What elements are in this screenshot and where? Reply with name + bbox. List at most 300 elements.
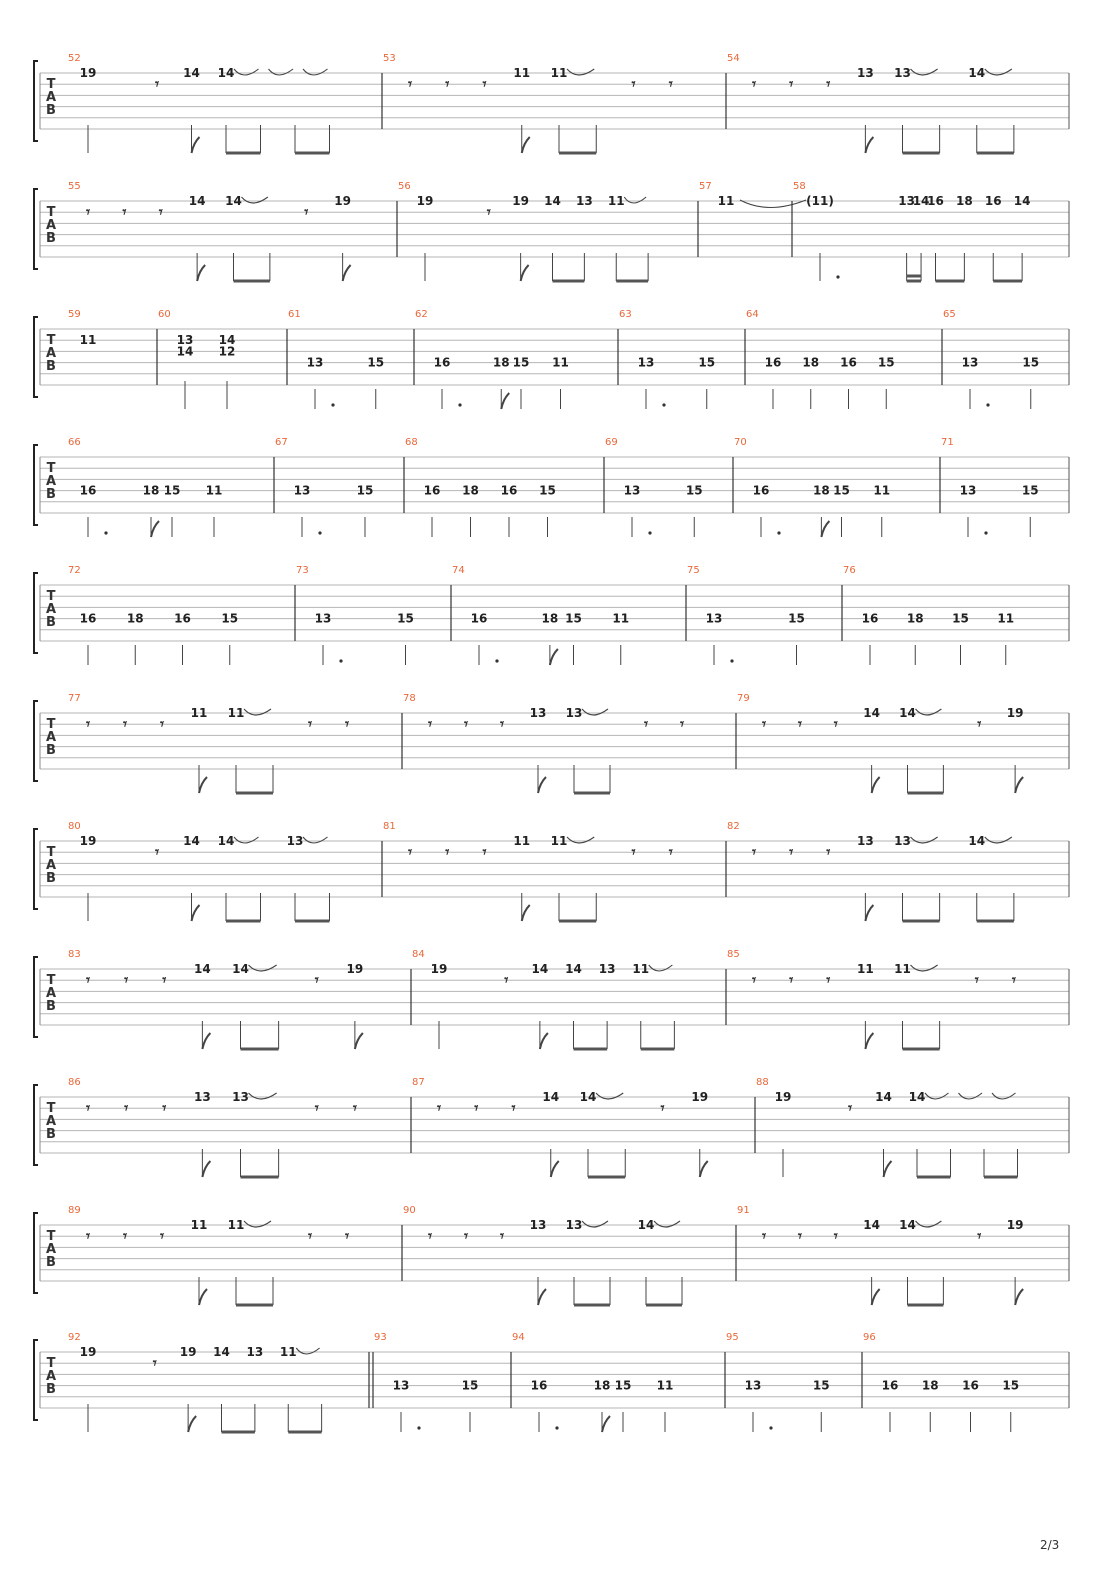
- fret-number: 14: [875, 1090, 892, 1104]
- eighth-rest: 𝄾: [445, 75, 450, 94]
- fret-number: 19: [1006, 706, 1024, 720]
- measure-number: 63: [619, 309, 632, 320]
- fret-number: 16: [174, 611, 191, 626]
- fret-number: 14: [544, 194, 561, 208]
- eighth-flag: [872, 777, 880, 793]
- eighth-rest: 𝄾: [160, 715, 164, 734]
- tab-clef-letter: B: [46, 1382, 56, 1398]
- duration-dot: [339, 659, 342, 662]
- system-bracket: [34, 61, 38, 141]
- fret-number: 16: [79, 611, 97, 626]
- tab-clef-letter: A: [45, 1242, 57, 1258]
- measure-number: 62: [415, 309, 428, 320]
- eighth-rest: 𝄾: [155, 843, 159, 862]
- measure-number: 84: [412, 949, 425, 960]
- eighth-rest: 𝄾: [826, 843, 831, 862]
- fret-number: 13: [293, 483, 311, 498]
- tab-clef-letter: T: [46, 589, 56, 605]
- tie-arc: [303, 837, 328, 843]
- eighth-rest: 𝄾: [123, 1227, 127, 1246]
- measure-number: 59: [68, 309, 81, 320]
- fret-number: 14: [912, 194, 930, 208]
- tie-arc: [911, 965, 938, 971]
- eighth-flag: [521, 265, 529, 281]
- fret-number: 16: [433, 355, 451, 370]
- eighth-rest: 𝄾: [123, 715, 127, 734]
- eighth-flag: [192, 137, 200, 153]
- fret-number: 14: [183, 834, 200, 848]
- system-bracket: [34, 957, 38, 1037]
- tab-clef-letter: T: [46, 461, 56, 477]
- measure-number: 76: [843, 565, 856, 576]
- tie-arc: [234, 69, 259, 75]
- fret-number: 11: [205, 483, 223, 498]
- fret-number: 14: [908, 1090, 926, 1104]
- tab-clef-letter: A: [45, 1114, 57, 1130]
- eighth-rest: 𝄾: [314, 1099, 319, 1118]
- tie-arc: [916, 1221, 942, 1227]
- fret-number: 18: [462, 483, 479, 498]
- tab-clef-letter: B: [46, 743, 56, 759]
- fret-number: 19: [334, 194, 351, 208]
- fret-number: 14: [863, 1218, 880, 1232]
- measure-number: 72: [68, 565, 81, 576]
- eighth-rest: 𝄾: [345, 715, 349, 734]
- fret-number: 13: [961, 355, 979, 370]
- measure-number: 75: [687, 565, 700, 576]
- eighth-rest: 𝄾: [789, 75, 794, 94]
- measure-number: 80: [68, 821, 81, 832]
- measure-number: 96: [863, 1332, 876, 1343]
- fret-number: 19: [1006, 1218, 1024, 1232]
- eighth-flag: [884, 1161, 892, 1177]
- eighth-rest: 𝄾: [86, 715, 90, 734]
- fret-number: 11: [190, 706, 208, 720]
- fret-number: 19: [774, 1090, 792, 1104]
- fret-number: 15: [1002, 1378, 1020, 1393]
- fret-number: 18: [541, 611, 559, 626]
- fret-number: 13: [246, 1345, 264, 1359]
- fret-number: 18: [593, 1378, 611, 1393]
- fret-number: 14: [194, 962, 211, 976]
- fret-number: 14: [176, 344, 194, 359]
- eighth-rest: 𝄾: [428, 1227, 432, 1246]
- tab-clef-letter: A: [45, 986, 57, 1002]
- measure-number: 58: [793, 181, 806, 192]
- measure-number: 66: [68, 437, 81, 448]
- fret-number: 19: [79, 834, 97, 848]
- fret-number: 16: [423, 483, 441, 498]
- tab-clef-letter: A: [45, 218, 57, 234]
- eighth-flag: [202, 1033, 210, 1049]
- fret-number: 18: [921, 1378, 939, 1393]
- fret-number: 13: [392, 1378, 410, 1393]
- eighth-flag: [540, 1033, 548, 1049]
- system-bracket: [34, 573, 38, 653]
- eighth-flag: [188, 1416, 196, 1432]
- fret-number: 19: [346, 962, 364, 976]
- eighth-flag: [538, 1289, 546, 1305]
- tie-arc: [992, 1093, 1016, 1099]
- fret-number: 16: [530, 1378, 548, 1393]
- fret-number: 11: [612, 611, 630, 626]
- fret-number: 19: [79, 66, 97, 80]
- fret-number: 13: [286, 834, 304, 848]
- eighth-rest: 𝄾: [437, 1099, 441, 1118]
- duration-dot: [662, 403, 665, 406]
- system-bracket: [34, 1340, 38, 1420]
- measure-number: 70: [734, 437, 747, 448]
- eighth-flag: [522, 905, 530, 921]
- measure-number: 90: [403, 1205, 416, 1216]
- fret-number: 15: [698, 355, 716, 370]
- measure-number: 61: [288, 309, 301, 320]
- fret-number: 13: [314, 611, 332, 626]
- duration-dot: [769, 1426, 772, 1429]
- fret-number: 14: [899, 1218, 916, 1232]
- duration-dot: [777, 531, 780, 534]
- fret-number: 15: [685, 483, 703, 498]
- fret-number: 18: [126, 611, 144, 626]
- eighth-rest: 𝄾: [752, 843, 756, 862]
- tie-arc: [244, 1221, 271, 1227]
- fret-number: 18: [142, 483, 160, 498]
- tab-clef-letter: T: [46, 77, 56, 93]
- measure-number: 78: [403, 693, 416, 704]
- measure-number: 71: [941, 437, 954, 448]
- eighth-rest: 𝄾: [977, 1227, 982, 1246]
- eighth-rest: 𝄾: [500, 715, 504, 734]
- fret-number: 13: [306, 355, 324, 370]
- fret-number: 15: [833, 483, 850, 498]
- eighth-flag: [355, 1033, 363, 1049]
- eighth-rest: 𝄾: [445, 843, 450, 862]
- page-number: 2/3: [1040, 1538, 1060, 1552]
- eighth-rest: 𝄾: [1011, 971, 1016, 990]
- tab-clef-letter: T: [46, 1101, 56, 1117]
- measure-number: 87: [412, 1077, 425, 1088]
- eighth-rest: 𝄾: [680, 715, 684, 734]
- tab-clef-letter: B: [46, 1127, 56, 1143]
- eighth-flag: [865, 1033, 873, 1049]
- eighth-rest: 𝄾: [752, 75, 756, 94]
- tab-clef-letter: A: [45, 474, 57, 490]
- measure-number: 81: [383, 821, 396, 832]
- eighth-rest: 𝄾: [826, 971, 831, 990]
- eighth-rest: 𝄾: [428, 715, 432, 734]
- duration-dot: [648, 531, 651, 534]
- fret-number: 14: [217, 834, 235, 848]
- fret-number: 14: [213, 1345, 230, 1359]
- eighth-rest: 𝄾: [482, 75, 487, 94]
- eighth-flag: [865, 905, 873, 921]
- tab-clef-letter: T: [46, 205, 56, 221]
- eighth-rest: 𝄾: [86, 203, 90, 222]
- eighth-rest: 𝄾: [408, 75, 412, 94]
- eighth-rest: 𝄾: [408, 843, 412, 862]
- measure-number: 53: [383, 53, 396, 64]
- tab-clef-letter: T: [46, 973, 56, 989]
- fret-number: 13: [637, 355, 655, 370]
- eighth-rest: 𝄾: [660, 1099, 665, 1118]
- fret-number: 16: [752, 483, 770, 498]
- eighth-rest: 𝄾: [500, 1227, 504, 1246]
- system-bracket: [34, 1085, 38, 1165]
- eighth-flag: [197, 265, 205, 281]
- eighth-rest: 𝄾: [789, 971, 794, 990]
- system-bracket: [34, 445, 38, 525]
- fret-number: 11: [279, 1345, 297, 1359]
- tab-clef-letter: B: [46, 615, 56, 631]
- tab-clef-letter: T: [46, 717, 56, 733]
- fret-number: 14: [218, 333, 236, 348]
- fret-number: 19: [179, 1345, 197, 1359]
- duration-dot: [104, 531, 107, 534]
- tie-arc: [654, 1221, 680, 1227]
- tie-arc: [649, 965, 673, 971]
- eighth-flag: [199, 777, 207, 793]
- fret-number: 11: [857, 962, 874, 976]
- fret-number: 19: [416, 194, 434, 208]
- duration-dot: [458, 403, 461, 406]
- eighth-flag: [538, 777, 546, 793]
- tie-arc: [296, 1348, 319, 1354]
- eighth-flag: [1015, 1289, 1023, 1305]
- measure-number: 74: [452, 565, 465, 576]
- eighth-rest: 𝄾: [977, 715, 982, 734]
- tie-arc: [596, 1093, 623, 1099]
- fret-number: 18: [956, 194, 973, 208]
- eighth-rest: 𝄾: [631, 843, 636, 862]
- fret-number: 13: [857, 834, 874, 848]
- eighth-rest: 𝄾: [474, 1099, 479, 1118]
- fret-number: 14: [863, 706, 880, 720]
- fret-number: 11: [997, 611, 1015, 626]
- fret-number: 16: [470, 611, 488, 626]
- tab-clef-letter: T: [46, 845, 56, 861]
- eighth-rest: 𝄾: [826, 75, 831, 94]
- eighth-rest: 𝄾: [122, 203, 127, 222]
- eighth-rest: 𝄾: [668, 843, 673, 862]
- measure-number: 85: [727, 949, 740, 960]
- measure-number: 68: [405, 437, 418, 448]
- fret-number: 11: [607, 194, 625, 208]
- tab-clef-letter: A: [45, 730, 57, 746]
- duration-dot: [331, 403, 334, 406]
- measure-number: 67: [275, 437, 288, 448]
- eighth-rest: 𝄾: [644, 715, 648, 734]
- tab-clef-letter: B: [46, 103, 56, 119]
- eighth-rest: 𝄾: [797, 1227, 802, 1246]
- fret-number: 13: [744, 1378, 762, 1393]
- tab-clef-letter: B: [46, 871, 56, 887]
- eighth-rest: 𝄾: [160, 1227, 164, 1246]
- tie-arc: [959, 1093, 983, 1099]
- tab-clef-letter: B: [46, 1255, 56, 1271]
- fret-number: 15: [461, 1378, 479, 1393]
- fret-number: 18: [813, 483, 830, 498]
- eighth-rest: 𝄾: [314, 971, 319, 990]
- eighth-flag: [550, 649, 558, 665]
- measure-number: 94: [512, 1332, 525, 1343]
- fret-number: 13: [529, 1218, 547, 1232]
- fret-number: 11: [550, 66, 568, 80]
- fret-number: 13: [176, 333, 194, 348]
- fret-number: 15: [565, 611, 582, 626]
- measure-number: 77: [68, 693, 81, 704]
- tie-arc: [303, 69, 328, 75]
- eighth-rest: 𝄾: [308, 715, 312, 734]
- tie-arc: [911, 69, 938, 75]
- tie-arc: [985, 69, 1012, 75]
- fret-number: 19: [430, 962, 448, 976]
- tie-arc: [925, 1093, 949, 1099]
- fret-number: 13: [857, 66, 874, 80]
- duration-dot: [984, 531, 987, 534]
- fret-number: 13: [565, 706, 583, 720]
- measure-number: 60: [158, 309, 171, 320]
- fret-number: 15: [163, 483, 181, 498]
- eighth-rest: 𝄾: [511, 1099, 516, 1118]
- fret-number: 11: [513, 834, 531, 848]
- tie-arc: [916, 709, 942, 715]
- eighth-rest: 𝄾: [158, 203, 163, 222]
- eighth-flag: [151, 521, 159, 537]
- fret-number: 18: [802, 355, 820, 370]
- fret-number: 13: [898, 194, 915, 208]
- measure-number: 55: [68, 181, 81, 192]
- fret-number: 13: [623, 483, 641, 498]
- eighth-flag: [551, 1161, 559, 1177]
- fret-number: 14: [217, 66, 235, 80]
- fret-number: 11: [190, 1218, 208, 1232]
- fret-number: 11: [656, 1378, 674, 1393]
- fret-number: 15: [812, 1378, 830, 1393]
- eighth-rest: 𝄾: [86, 1099, 90, 1118]
- fret-number: 19: [512, 194, 529, 208]
- fret-number: 16: [984, 194, 1002, 208]
- measure-number: 86: [68, 1077, 81, 1088]
- fret-number: 11: [632, 962, 650, 976]
- measure-number: 92: [68, 1332, 81, 1343]
- fret-number: 15: [512, 355, 530, 370]
- fret-number: 15: [614, 1378, 632, 1393]
- eighth-flag: [343, 265, 351, 281]
- eighth-rest: 𝄾: [752, 971, 756, 990]
- eighth-flag: [501, 393, 509, 409]
- fret-number: 15: [539, 483, 556, 498]
- tie-arc: [234, 837, 259, 843]
- tie-arc: [244, 709, 271, 715]
- fret-number: 14: [1013, 194, 1031, 208]
- eighth-flag: [202, 1161, 210, 1177]
- duration-dot: [495, 659, 498, 662]
- tab-clef-letter: B: [46, 359, 56, 375]
- fret-number: 18: [492, 355, 510, 370]
- tie-arc: [567, 69, 594, 75]
- fret-number: 11: [79, 333, 97, 348]
- fret-number: (11): [806, 194, 834, 208]
- fret-number: 18: [906, 611, 924, 626]
- tab-clef-letter: B: [46, 999, 56, 1015]
- fret-number: 16: [764, 355, 782, 370]
- measure-number: 64: [746, 309, 759, 320]
- fret-number: 13: [194, 1090, 211, 1104]
- eighth-rest: 𝄾: [124, 1099, 129, 1118]
- tab-clef-letter: A: [45, 858, 57, 874]
- fret-number: 13: [576, 194, 593, 208]
- eighth-rest: 𝄾: [762, 1227, 766, 1246]
- fret-number: 11: [552, 355, 569, 370]
- fret-number: 16: [881, 1378, 899, 1393]
- eighth-rest: 𝄾: [833, 1227, 838, 1246]
- tie-arc: [249, 1093, 277, 1099]
- eighth-flag: [192, 905, 200, 921]
- fret-number: 14: [232, 962, 249, 976]
- duration-dot: [730, 659, 733, 662]
- eighth-rest: 𝄾: [668, 75, 673, 94]
- eighth-rest: 𝄾: [162, 1099, 167, 1118]
- system-bracket: [34, 701, 38, 781]
- tie-arc: [985, 837, 1012, 843]
- tab-clef-letter: A: [45, 1369, 57, 1385]
- eighth-rest: 𝄾: [833, 715, 838, 734]
- measure-number: 57: [699, 181, 712, 192]
- eighth-rest: 𝄾: [162, 971, 167, 990]
- fret-number: 11: [717, 194, 735, 208]
- fret-number: 15: [397, 611, 414, 626]
- fret-number: 19: [79, 1345, 97, 1359]
- fret-number: 16: [861, 611, 879, 626]
- duration-dot: [986, 403, 989, 406]
- fret-number: 14: [579, 1090, 597, 1104]
- fret-number: 15: [788, 611, 805, 626]
- tie-arc: [582, 709, 608, 715]
- system-bracket: [34, 829, 38, 909]
- duration-dot: [836, 275, 839, 278]
- fret-number: 14: [637, 1218, 655, 1232]
- fret-number: 16: [79, 483, 97, 498]
- fret-number: 14: [968, 66, 986, 80]
- fret-number: 16: [927, 194, 944, 208]
- fret-number: 14: [899, 706, 916, 720]
- fret-number: 14: [225, 194, 242, 208]
- tie-arc: [269, 69, 294, 75]
- eighth-flag: [602, 1416, 610, 1432]
- fret-number: 11: [227, 706, 245, 720]
- tab-clef-letter: T: [46, 333, 56, 349]
- measure-number: 88: [756, 1077, 769, 1088]
- eighth-rest: 𝄾: [86, 971, 90, 990]
- measure-number: 73: [296, 565, 309, 576]
- system-bracket: [34, 317, 38, 397]
- fret-number: 13: [959, 483, 977, 498]
- fret-number: 16: [500, 483, 518, 498]
- fret-number: 19: [691, 1090, 709, 1104]
- eighth-flag: [1015, 777, 1023, 793]
- fret-number: 14: [188, 194, 206, 208]
- tab-clef-letter: A: [45, 90, 57, 106]
- tab-clef-letter: T: [46, 1356, 56, 1372]
- measure-number: 93: [374, 1332, 387, 1343]
- fret-number: 14: [183, 66, 200, 80]
- duration-dot: [318, 531, 321, 534]
- tie-arc: [582, 1221, 608, 1227]
- eighth-rest: 𝄾: [486, 203, 491, 222]
- eighth-rest: 𝄾: [152, 1354, 157, 1373]
- fret-number: 13: [894, 834, 911, 848]
- measure-number: 91: [737, 1205, 750, 1216]
